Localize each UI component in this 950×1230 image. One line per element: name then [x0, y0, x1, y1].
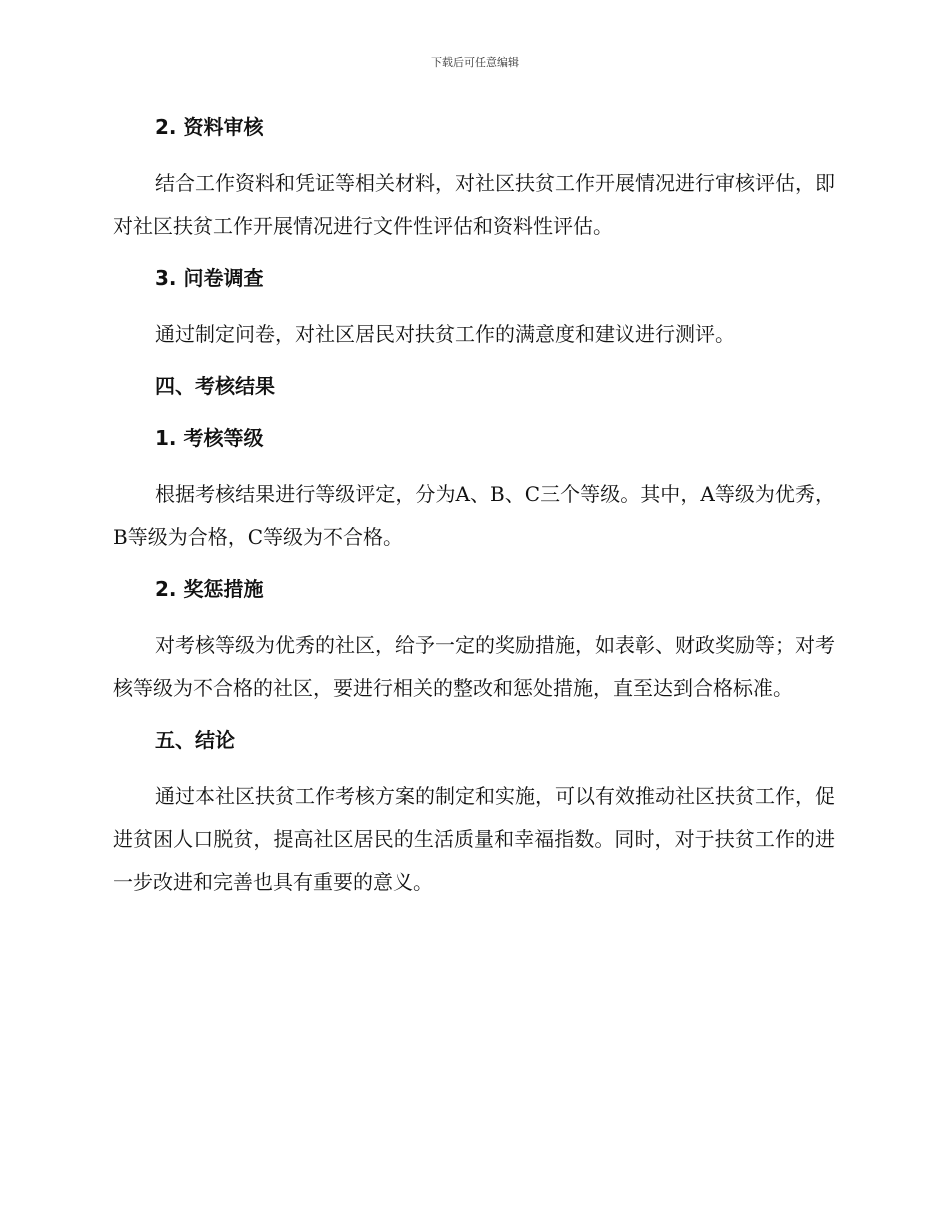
paragraph-conclusion: 通过本社区扶贫工作考核方案的制定和实施，可以有效推动社区扶贫工作，促进贫困人口脱贫，提高社区居民的生活质量和幸福指数。同时，对于扶贫工作的进一步改进和完善也具有重要的意义。 — [113, 784, 835, 894]
section-heading-assessment-grade: 1. 考核等级 — [155, 426, 264, 450]
header-note: 下载后可任意编辑 — [431, 56, 519, 69]
paragraph-questionnaire: 通过制定问卷，对社区居民对扶贫工作的满意度和建议进行测评。 — [155, 322, 735, 346]
section-heading-conclusion: 五、结论 — [155, 728, 235, 752]
section-heading-questionnaire: 3. 问卷调查 — [155, 266, 264, 290]
paragraph-rewards-penalties: 对考核等级为优秀的社区，给予一定的奖励措施，如表彰、财政奖励等；对考核等级为不合格的社区，要进行相关的整改和惩处措施，直至达到合格标准。 — [113, 633, 835, 700]
section-heading-rewards-penalties: 2. 奖惩措施 — [155, 577, 264, 601]
paragraph-data-review: 结合工作资料和凭证等相关材料，对社区扶贫工作开展情况进行审核评估，即对社区扶贫工作开展情况进行文件性评估和资料性评估。 — [113, 171, 835, 238]
section-heading-data-review: 2. 资料审核 — [155, 115, 264, 139]
paragraph-assessment-grade: 根据考核结果进行等级评定，分为A、B、C三个等级。其中，A等级为优秀，B等级为合格，C等级为不合格。 — [113, 482, 835, 549]
document-body — [113, 110, 835, 904]
section-heading-assessment-results: 四、考核结果 — [155, 374, 275, 398]
